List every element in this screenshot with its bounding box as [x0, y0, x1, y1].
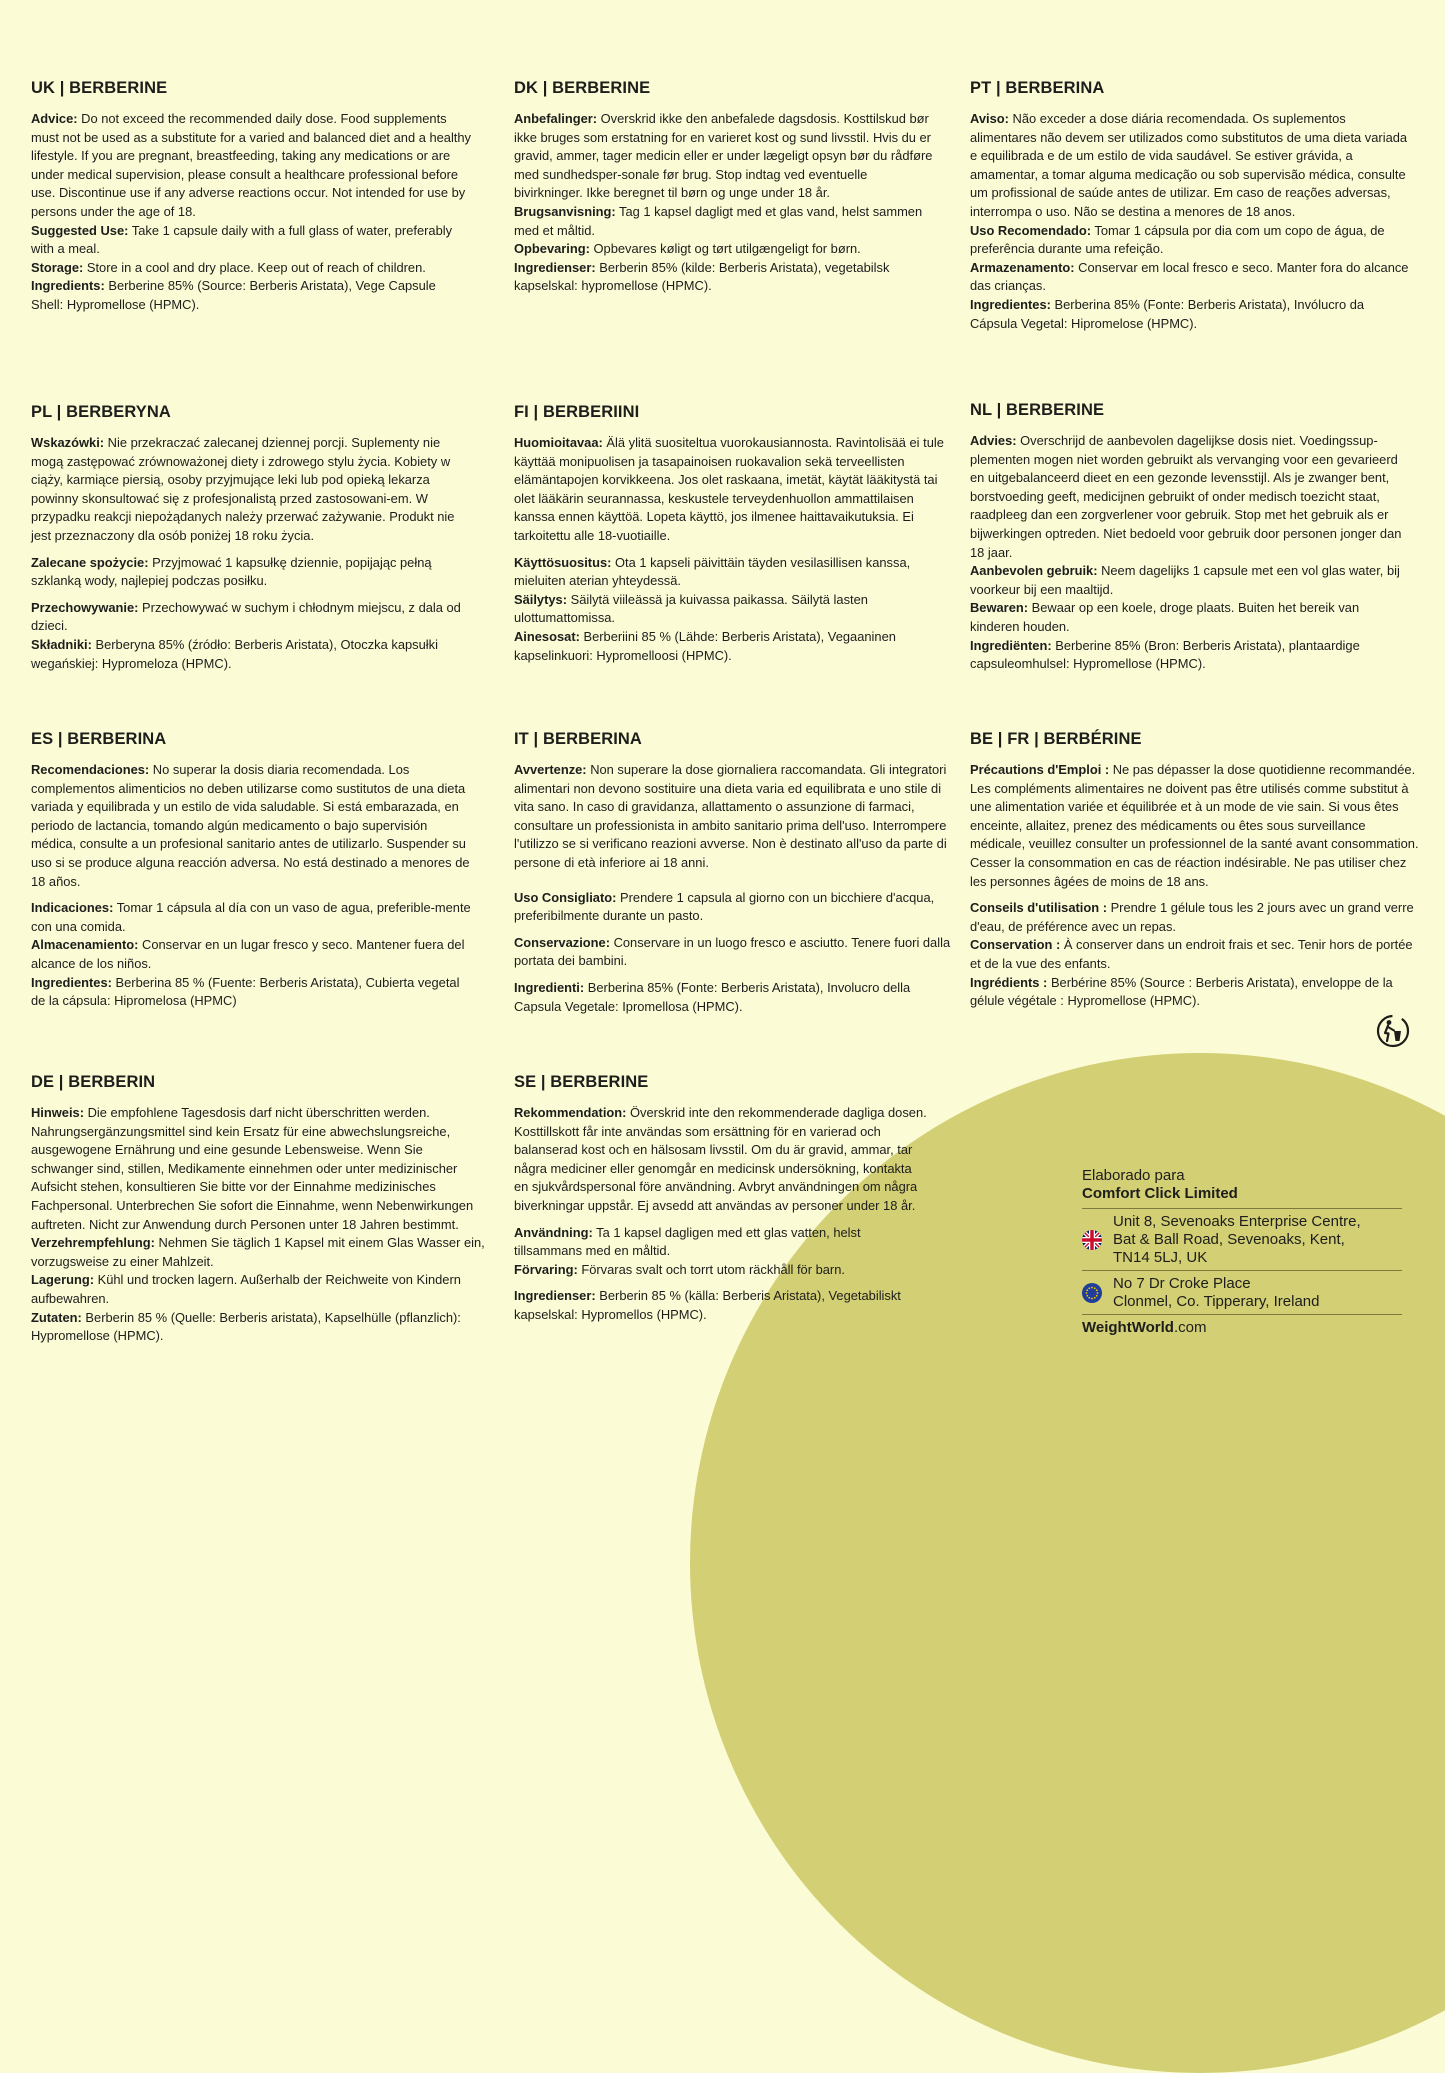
ingredients-paragraph: Ingredientes: Berberina 85% (Fonte: Berberis Aristata), Invólucro da Cápsula Vegetal: Hipromelose (HPMC).	[970, 296, 1365, 331]
uk-address-row	[1082, 1208, 1402, 1270]
storage-paragraph: Förvaring: Förvaras svalt och torrt utom räckhåll för barn.	[514, 1261, 845, 1277]
section-fi	[514, 402, 944, 665]
storage-paragraph: Säilytys: Säilytä viileässä ja kuivassa paikassa. Säilytä lasten ulottumattomissa.	[514, 591, 868, 626]
ingredients-paragraph: Ingrediënten: Berberine 85% (Bron: Berberis Aristata), plantaardige capsuleomhulsel: Hypromellose (HPMC).	[970, 637, 1360, 672]
ingredients-paragraph: Ingredienser: Berberin 85 % (källa: Berberis Aristata), Vegetabiliskt kapselskal: Hypromellos (HPMC).	[514, 1288, 901, 1322]
advice-paragraph: Anbefalinger: Overskrid ikke den anbefalede dagsdosis. Kosttilskud bør ikke bruges som erstatning for en varieret kost og sund livsstil. Hvis du er gravid, ammer, tager medicin eller er under lægeligt opsyn bør du rådføre med sundhedsper-sonale før brug. Stop indtag ved eventuelle bivirkninger. Ikke beregnet til børn og unge under 18 år.	[514, 111, 933, 201]
ingredients-paragraph: Ingredientes: Berberina 85 % (Fuente: Berberis Aristata), Cubierta vegetal de la cápsula: Hipromelosa (HPMC)	[31, 974, 460, 1009]
section-uk	[31, 78, 471, 315]
ie-address: No 7 Dr Croke Place Clonmel, Co. Tipperary, Ireland	[1113, 1275, 1320, 1310]
ie-address-row	[1082, 1270, 1402, 1314]
section-pt	[970, 78, 1410, 333]
section-pl	[31, 402, 471, 673]
usage-paragraph: Suggested Use: Take 1 capsule daily with a full glass of water, preferably with a meal.	[31, 222, 453, 257]
advice-paragraph: Advies: Overschrijd de aanbevolen dagelijkse dosis niet. Voedingssup-plementen mogen niet worden gebruikt als vervanging voor een gevarieerd en uitgebalanceerd dieet en een gezonde levensstijl. Als je zwanger bent, borstvoeding geeft, medicijnen gebruikt of onder medisch toezicht staat, raadpleeg dan een zorgverlener voor gebruik. Stop met het gebruik als er bijwerkingen optreden. Niet bedoeld voor gebruik door personen jonger dan 18 jaar.	[970, 433, 1402, 560]
advice-paragraph: Hinweis: Die empfohlene Tagesdosis darf nicht überschritten werden. Nahrungsergänzungsmittel sind kein Ersatz für eine abwechslungsreiche, ausgewogene Ernährung und eine gesunde Lebensweise. Wenn Sie schwanger sind, stillen, Medikamente einnehmen oder unter medizinischer Aufsicht stehen, konsultieren Sie bitte vor der Einnahme medizinisches Fachpersonal. Unterbrechen Sie sofort die Einnahme, wenn Nebenwirkungen auftreten. Nicht zur Anwendung durch Personen unter 18 Jahren bestimmt.	[31, 1105, 474, 1232]
ingredients-paragraph: Zutaten: Berberin 85 % (Quelle: Berberis aristata), Kapselhülle (pflanzlich): Hypromellose (HPMC).	[31, 1309, 461, 1344]
storage-paragraph: Przechowywanie: Przechowywać w suchym i chłodnym miejscu, z dala od dzieci.	[31, 599, 461, 634]
usage-paragraph: Verzehrempfehlung: Nehmen Sie täglich 1 Kapsel mit einem Glas Wasser ein, vorzugsweise zu einer Mahlzeit.	[31, 1235, 485, 1269]
section-nl	[970, 400, 1410, 674]
ingredients-paragraph: Ingredienser: Berberin 85% (kilde: Berberis Aristata), vegetabilsk kapselskal: hypromellose (HPMC).	[514, 259, 890, 294]
storage-paragraph: Conservation : À conserver dans un endroit frais et sec. Tenir hors de portée et de la vue des enfants.	[970, 937, 1413, 971]
usage-paragraph: Käyttösuositus: Ota 1 kapseli päivittäin täyden vesilasillisen kanssa, mieluiten aterian yhteydessä.	[514, 554, 911, 589]
website-link[interactable]: WeightWorld.com	[1082, 1314, 1402, 1337]
eu-flag-icon	[1082, 1283, 1102, 1303]
section-title: IT | BERBERINA	[514, 730, 642, 748]
uk-address: Unit 8, Sevenoaks Enterprise Centre, Bat & Ball Road, Sevenoaks, Kent, TN14 5LJ, UK	[1113, 1213, 1361, 1266]
tidyman-recycle-icon	[1376, 1014, 1410, 1048]
section-title: PT | BERBERINA	[970, 79, 1105, 97]
usage-paragraph: Användning: Ta 1 kapsel dagligen med ett glas vatten, helst tillsammans med en måltid.	[514, 1224, 861, 1259]
usage-paragraph: Indicaciones: Tomar 1 cápsula al día con un vaso de agua, preferible-mente con una comida.	[31, 900, 471, 934]
ingredients-paragraph: Ainesosat: Berberiini 85 % (Lähde: Berberis Aristata), Vegaaninen kapselinkuori: Hypromelloosi (HPMC).	[514, 628, 896, 663]
ingredients-paragraph: Ingredienti: Berberina 85% (Fonte: Berberis Aristata), Involucro della Capsula Vegetale: Ipromellosa (HPMC).	[514, 979, 911, 1014]
advice-paragraph: Rekommendation: Överskrid inte den rekommenderade dagliga dosen. Kosttillskott får inte användas som ersättning för en varierad och balanserad kost och en hälsosam livsstil. Om du är gravid, ammar, tar några mediciner eller genomgår en medicinsk undersökning, kontakta en sjukvårdspersonal före användning. Avbryt användningen om några biverkningar uppstår. Ej avsedd att användas av personer under 18 år.	[514, 1105, 927, 1213]
section-it	[514, 729, 959, 1016]
section-se	[514, 1072, 929, 1325]
section-title: ES | BERBERINA	[31, 730, 167, 748]
section-title: PL | BERBERYNA	[31, 403, 171, 421]
usage-paragraph: Zalecane spożycie: Przyjmować 1 kapsułkę dziennie, popijając pełną szklanką wody, najlepiej podczas posiłku.	[31, 554, 432, 589]
usage-paragraph: Conseils d'utilisation : Prendre 1 gélule tous les 2 jours avec un grand verre d'eau, de préférence avec un repas.	[970, 900, 1414, 934]
section-dk	[514, 78, 934, 296]
storage-paragraph: Lagerung: Kühl und trocken lagern. Außerhalb der Reichweite von Kindern aufbewahren.	[31, 1272, 461, 1306]
advice-paragraph: Huomioitavaa: Älä ylitä suositeltua vuorokausiannosta. Ravintolisää ei tule käyttää monipuolisen ja tasapainoisen ruokavalion sekä terveellisten elämäntapojen korvikkeena. Jos olet raskaana, imetät, käytät lääkitystä tai olet lääkärin seurannassa, keskustele terveydenhuollon ammattilaisen kanssa ennen käyttöä. Lopeta käyttö, jos ilmenee haittavaikutuksia. Ei tarkoitettu alle 18-vuotiaille.	[514, 435, 944, 543]
company-info	[1082, 1167, 1402, 1337]
company-name: Comfort Click Limited	[1082, 1185, 1238, 1202]
usage-paragraph: Uso Recomendado: Tomar 1 cápsula por dia com um copo de água, de preferência durante uma refeição.	[970, 222, 1385, 257]
section-title: NL | BERBERINE	[970, 401, 1105, 419]
storage-paragraph: Opbevaring: Opbevares køligt og tørt utilgængeligt for børn.	[514, 241, 861, 257]
uk-flag-icon	[1082, 1230, 1102, 1250]
section-de	[31, 1072, 486, 1346]
section-title: DK | BERBERINE	[514, 79, 651, 97]
ingredients-paragraph: Ingrédients : Berbérine 85% (Source : Berberis Aristata), enveloppe de la gélule végétale : Hypromellose (HPMC).	[970, 974, 1393, 1009]
advice-paragraph: Précautions d'Emploi : Ne pas dépasser la dose quotidienne recommandée. Les compléments alimentaires ne doivent pas être utilisés comme substitut à une alimentation variée et équilibrée et à un mode de vie sain. Si vous êtes enceinte, allaitez, prenez des médicaments ou êtes sous surveillance médicale, veuillez consulter un professionnel de la santé avant consommation. Cesser la consommation en cas de réaction indésirable. Ne pas utiliser chez les personnes âgées de moins de 18 ans.	[970, 762, 1419, 889]
storage-paragraph: Bewaren: Bewaar op een koele, droge plaats. Buiten het bereik van kinderen houden.	[970, 600, 1360, 634]
section-title: BE | FR | BERBÉRINE	[970, 730, 1142, 748]
ingredients-paragraph: Składniki: Berberyna 85% (źródło: Berberis Aristata), Otoczka kapsułki wegańskiej: Hypromeloza (HPMC).	[31, 636, 438, 671]
advice-paragraph: Wskazówki: Nie przekraczać zalecanej dziennej porcji. Suplementy nie mogą zastępować zrównoważonej diety i zdrowego stylu życia. Kobiety w ciąży, karmiące piersią, osoby przyjmujące leki lub pod opieką lekarza powinny skonsultować się z profesjonalistą przed zastosowani-em. W przypadku reakcji niepożądanych należy przerwać zażywanie. Produkt nie jest przeznaczony dla osób poniżej 18 roku życia.	[31, 435, 455, 543]
section-es	[31, 729, 471, 1011]
section-title: FI | BERBERIINI	[514, 403, 640, 421]
storage-paragraph: Armazenamento: Conservar em local fresco e seco. Manter fora do alcance das crianças.	[970, 259, 1409, 294]
usage-paragraph: Aanbevolen gebruik: Neem dagelijks 1 capsule met een vol glas water, bij voorkeur bij een maaltijd.	[970, 563, 1400, 597]
usage-paragraph: Uso Consigliato: Prendere 1 capsula al giorno con un bicchiere d'acqua, preferibilmente durante un pasto.	[514, 889, 935, 924]
section-title: DE | BERBERIN	[31, 1073, 156, 1091]
advice-paragraph: Advice: Do not exceed the recommended daily dose. Food supplements must not be used as a substitute for a varied and balanced diet and a healthy lifestyle. If you are pregnant, breastfeeding, taking any medications or are under medical supervision, please consult a healthcare professional before use. Discontinue use if any adverse reactions occur. Not intended for use by persons under the age of 18.	[31, 111, 472, 219]
usage-paragraph: Brugsanvisning: Tag 1 kapsel dagligt med et glas vand, helst sammen med et måltid.	[514, 203, 923, 238]
ingredients-paragraph: Ingredients: Berberine 85% (Source: Berberis Aristata), Vege Capsule Shell: Hypromellose (HPMC).	[31, 278, 436, 312]
storage-paragraph: Storage: Store in a cool and dry place. Keep out of reach of children.	[31, 259, 426, 275]
section-title: UK | BERBERINE	[31, 79, 168, 97]
made-for-label: Elaborado para	[1082, 1167, 1185, 1184]
section-be-fr	[970, 729, 1420, 1011]
advice-paragraph: Recomendaciones: No superar la dosis diaria recomendada. Los complementos alimenticios no deben utilizarse como sustitutos de una dieta variada y equilibrada y un estilo de vida saludable. Si está embarazada, en periodo de lactancia, tomando algún medicamento o bajo supervisión médica, consulte a un profesional sanitario antes de utilizarlo. Suspender su uso si se produce alguna reacción adversa. No está destinado a menores de 18 años.	[31, 762, 470, 889]
storage-paragraph: Conservazione: Conservare in un luogo fresco e asciutto. Tenere fuori dalla portata dei bambini.	[514, 934, 951, 969]
advice-paragraph: Aviso: Não exceder a dose diária recomendada. Os suplementos alimentares não devem ser utilizados como substitutos de uma dieta variada e equilibrada e de um estilo de vida saudável. Se estiver grávida, a amamentar, a tomar alguma medicação ou sob supervisão médica, consulte um profissional de saúde antes de utilizar. Em caso de reações adversas, interrompa o uso. Não se destina a menores de 18 anos.	[970, 111, 1408, 219]
storage-paragraph: Almacenamiento: Conservar en un lugar fresco y seco. Mantener fuera del alcance de los niños.	[31, 937, 465, 971]
advice-paragraph: Avvertenze: Non superare la dose giornaliera raccomandata. Gli integratori alimentari non devono sostituire una dieta varia ed equilibrata e uno stile di vita sano. In caso di gravidanza, allattamento o assunzione di farmaci, consultare un professionista in ambito sanitario prima dell'uso. Interrompere l'utilizzo se si verificano reazioni avverse. Non è destinato all'uso da parte di persone di età inferiore ai 18 anni.	[514, 762, 947, 870]
section-title: SE | BERBERINE	[514, 1073, 649, 1091]
